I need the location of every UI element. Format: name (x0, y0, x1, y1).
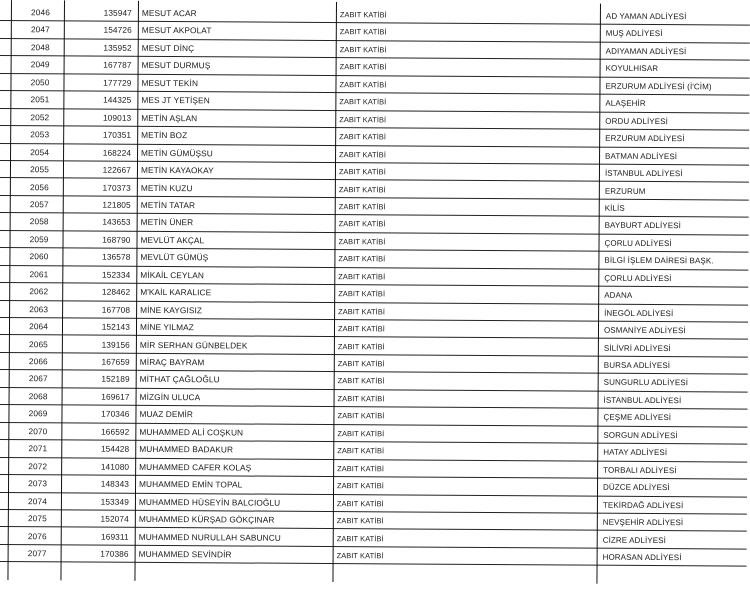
registry-number: 167787 (103, 59, 132, 71)
row-number: 2051 (30, 94, 50, 105)
full-name: MİKAİL CEYLAN (140, 269, 205, 281)
registry-number: 143653 (102, 217, 131, 228)
row-number: 2061 (29, 268, 49, 280)
job-title: ZABIT KATİBİ (339, 79, 387, 90)
court-name: ÇORLU ADLİYESİ (604, 273, 672, 283)
registry-number: 148343 (100, 478, 130, 489)
court-name: İNEGÖL ADLİYESİ (604, 308, 674, 318)
row-number: 2066 (28, 356, 48, 367)
registry-number: 170346 (101, 408, 130, 420)
row-number: 2064 (29, 321, 49, 332)
full-name: MUHAMMED EMİN TOPAL (139, 478, 243, 490)
full-name: MESUT TEKİN (141, 77, 199, 89)
registry-number: 144325 (103, 94, 132, 106)
full-name: M'KAİL KARALICE (140, 287, 212, 298)
full-name: METİN AŞLAN (141, 112, 198, 123)
job-title: ZABIT KATİBİ (338, 236, 386, 247)
job-title: ZABIT KATİBİ (339, 10, 387, 20)
job-title: ZABIT KATİBİ (337, 411, 385, 421)
court-name: CİZRE ADLİYESİ (602, 535, 666, 545)
full-name: MUHAMMED BADAKUR (139, 444, 234, 455)
court-name: SORGUN ADLİYESİ (603, 430, 678, 440)
table-row (0, 545, 747, 567)
row-number: 2063 (29, 303, 49, 314)
court-name: AD YAMAN ADLİYESİ (605, 11, 687, 22)
row-number: 2050 (30, 76, 50, 88)
full-name: MUHAMMED KÜRŞAD GÖKÇINAR (138, 513, 275, 525)
registry-number: 169617 (101, 391, 130, 402)
job-title: ZABIT KATİBİ (339, 44, 387, 55)
court-name: BATMAN ADLİYESİ (605, 151, 678, 161)
job-title: ZABIT KATİBİ (337, 463, 385, 474)
job-title: ZABIT KATİBİ (336, 533, 384, 543)
job-title: ZABIT KATİBİ (338, 219, 386, 229)
registry-number: 152189 (101, 374, 130, 385)
full-name: MUHAMMED NURULLAH SABUNCU (138, 531, 281, 543)
row-number: 2065 (29, 338, 48, 349)
court-name: ORDU ADLİYESİ (605, 116, 668, 126)
full-name: MİTHAT ÇAĞLOĞLU (139, 374, 220, 385)
row-number: 2072 (28, 460, 48, 471)
full-name: MESUT DURMUŞ (141, 60, 211, 71)
court-name: TORBALI ADLİYESİ (603, 465, 677, 475)
registry-number: 154428 (100, 443, 130, 455)
row-number: 2047 (30, 24, 50, 35)
job-title: ZABIT KATİBİ (338, 289, 386, 299)
row-number: 2052 (30, 111, 50, 122)
row-number: 2071 (28, 443, 48, 454)
registry-number: 177729 (103, 77, 132, 88)
row-number: 2062 (29, 286, 49, 297)
full-name: MUHAMMED SEVİNDİR (138, 548, 232, 560)
full-name: MUHAMMED ALİ COŞKUN (139, 426, 244, 438)
job-title: ZABIT KATİBİ (337, 376, 385, 386)
full-name: MUHAMMED CAFER KOLAŞ (139, 461, 252, 473)
job-title: ZABIT KATİBİ (339, 97, 387, 107)
court-name: HATAY ADLİYESİ (603, 447, 668, 458)
full-name: MESUT DİNÇ (141, 42, 195, 54)
court-name: ERZURUM (604, 186, 646, 196)
registry-number: 135952 (103, 42, 132, 53)
registry-number: 135947 (103, 7, 132, 18)
full-name: MİR SERHAN GÜNBELDEK (139, 339, 248, 351)
full-name: METİN GÜMÜŞSU (141, 147, 213, 158)
registry-number: 170373 (102, 182, 131, 193)
row-number: 2056 (29, 181, 49, 192)
row-number: 2054 (30, 146, 50, 157)
full-name: METİN ÜNER (140, 217, 194, 228)
row-number: 2070 (28, 425, 48, 437)
court-name: DÜZCE ADLİYESİ (603, 482, 670, 493)
row-number: 2048 (30, 42, 50, 53)
row-number: 2069 (28, 408, 48, 419)
row-number: 2058 (29, 216, 49, 227)
full-name: MUAZ DEMİR (139, 409, 194, 420)
registry-number: 167708 (101, 304, 131, 315)
registry-number: 109013 (102, 112, 132, 123)
court-name: ADANA (604, 290, 633, 301)
registry-number: 139156 (101, 339, 130, 350)
court-name: ÇORLU ADLİYESİ (604, 238, 672, 248)
row-number: 2046 (31, 7, 50, 18)
registry-number: 170351 (102, 129, 132, 140)
registry-number: 122667 (102, 164, 131, 175)
row-number: 2053 (30, 129, 50, 140)
job-title: ZABIT KATİBİ (338, 202, 386, 212)
row-number: 2060 (29, 251, 49, 262)
job-title: ZABIT KATİBİ (337, 481, 384, 491)
registry-number: 167659 (101, 356, 130, 367)
job-title: ZABIT KATİBİ (337, 446, 385, 456)
full-name: METİN KUZU (140, 182, 193, 193)
registry-number: 169311 (101, 531, 129, 542)
full-name: MESUT AKPOLAT (141, 25, 212, 36)
job-title: ZABIT KATİBİ (338, 184, 386, 194)
full-name: MEVLÜT GÜMÜŞ (140, 252, 209, 263)
full-name: METİN TATAR (140, 199, 196, 211)
court-name: NEVŞEHİR ADLİYESİ (602, 517, 684, 528)
job-title: ZABIT KATİBİ (337, 428, 385, 439)
court-name: İSTANBUL ADLİYESİ (603, 395, 682, 406)
court-name: ALAŞEHİR (605, 98, 646, 109)
court-name: KİLİS (604, 203, 625, 213)
job-title: ZABIT KATİBİ (339, 149, 387, 159)
court-name: SUNGURLU ADLİYESİ (603, 378, 689, 388)
row-number: 2057 (29, 199, 49, 210)
job-title: ZABIT KATİBİ (336, 551, 384, 561)
job-title: ZABIT KATİBİ (339, 62, 387, 72)
job-title: ZABIT KATİBİ (336, 498, 384, 508)
full-name: MES JT YETİŞEN (141, 95, 210, 106)
registry-number: 152074 (100, 513, 129, 524)
full-name: METİN BOZ (141, 130, 188, 141)
row-number: 2068 (28, 391, 48, 402)
full-name: MİZGİN ULUCA (139, 391, 201, 403)
full-name: METİN KAYAOKAY (140, 164, 214, 176)
registry-number: 153349 (100, 496, 129, 507)
job-title: ZABIT KATİBİ (338, 254, 386, 264)
full-name: MUHAMMED HÜSEYİN BALCIOĞLU (138, 496, 281, 508)
row-number: 2049 (30, 59, 50, 70)
court-name: TEKİRDAĞ ADLİYESİ (602, 500, 684, 510)
job-title: ZABIT KATİBİ (339, 27, 387, 37)
full-name: MESUT ACAR (141, 7, 197, 19)
job-title: ZABIT KATİBİ (338, 167, 386, 177)
court-name: ÇEŞME ADLİYESİ (603, 413, 672, 423)
registry-number: 136578 (102, 251, 131, 263)
court-name: OSMANİYE ADLİYESİ (603, 325, 686, 336)
registry-number: 128462 (101, 286, 131, 297)
court-name: ADIYAMAN ADLİYESİ (605, 46, 687, 57)
registry-number: 170386 (100, 548, 129, 559)
court-name: BAYBURT ADLİYESİ (604, 221, 681, 231)
job-title: ZABIT KATİBİ (336, 516, 384, 526)
row-number: 2055 (30, 164, 49, 175)
registry-number: 152334 (101, 269, 131, 280)
job-title: ZABIT KATİBİ (337, 341, 385, 351)
full-name: MEVLÜT AKÇAL (140, 234, 205, 246)
registry-number: 166592 (101, 426, 130, 437)
full-name: MİNE KAYGISIZ (140, 304, 203, 315)
row-number: 2075 (27, 513, 47, 524)
job-title: ZABIT KATİBİ (337, 359, 385, 369)
row-number: 2059 (29, 234, 49, 245)
full-name: MİRAÇ BAYRAM (139, 356, 205, 368)
registry-number: 168224 (102, 147, 132, 158)
job-title: ZABIT KATİBİ (337, 393, 385, 404)
row-number: 2077 (27, 548, 47, 559)
registry-number: 168790 (102, 234, 131, 245)
registry-number: 152143 (101, 321, 131, 332)
row-number: 2073 (28, 478, 48, 489)
court-name: BİLGİ İŞLEM DAİRESİ BAŞK. (604, 255, 714, 266)
job-title: ZABIT KATİBİ (339, 114, 387, 125)
court-name: MUŞ ADLİYESİ (605, 29, 663, 39)
job-title: ZABIT KATİBİ (338, 271, 386, 282)
registry-number: 141080 (100, 461, 130, 472)
row-number: 2067 (28, 373, 48, 384)
row-number: 2076 (27, 530, 47, 541)
full-name: MİNE YILMAZ (139, 321, 195, 333)
court-name: BURSA ADLİYESİ (603, 360, 671, 371)
row-number: 2074 (28, 495, 47, 506)
job-title: ZABIT KATİBİ (338, 306, 386, 316)
court-name: ERZURUM ADLİYESİ (605, 133, 685, 144)
job-title: ZABIT KATİBİ (337, 324, 385, 334)
registry-number: 121805 (102, 199, 131, 210)
court-name: KOYULHISAR (605, 64, 659, 74)
court-name: İSTANBUL ADLİYESİ (604, 168, 683, 179)
job-title: ZABIT KATİBİ (339, 132, 387, 142)
court-name: SİLİVRİ ADLİYESİ (603, 343, 671, 353)
registry-number: 154726 (103, 25, 132, 36)
court-name: ERZURUM ADLİYESİ (İ'CİM) (605, 81, 712, 92)
court-name: HORASAN ADLİYESİ (602, 552, 682, 563)
